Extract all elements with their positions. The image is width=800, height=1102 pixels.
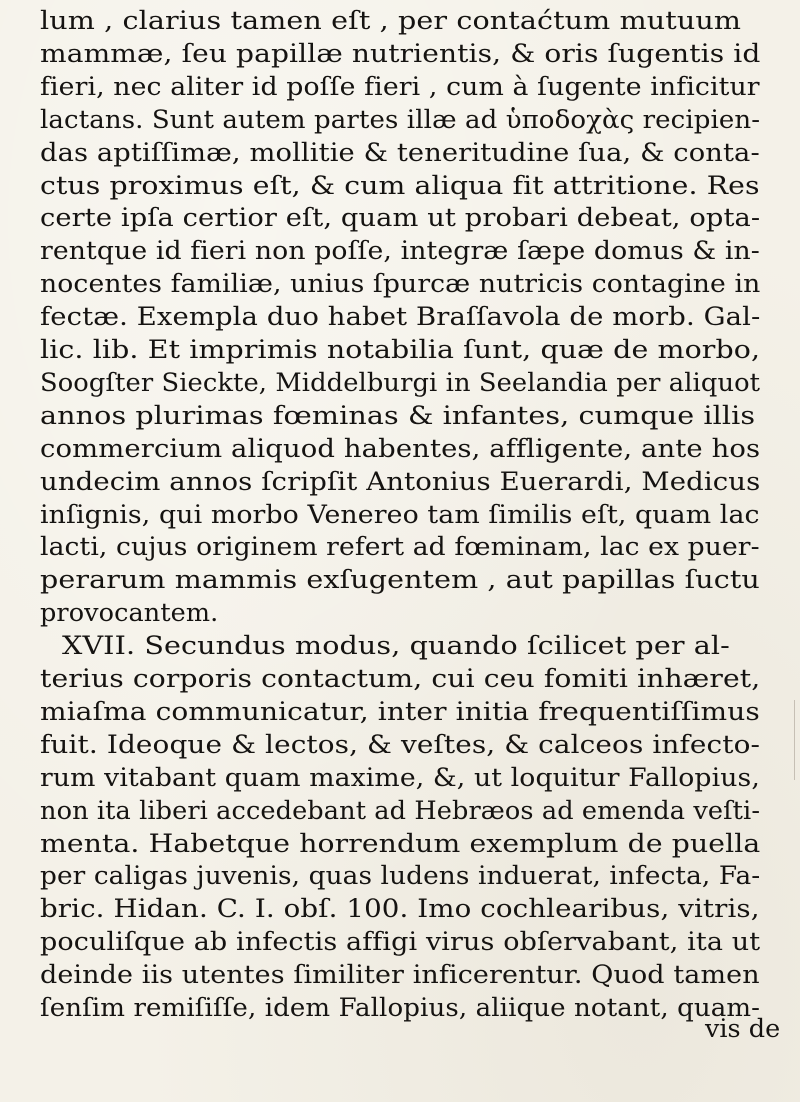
text-line: menta. Habetque horrendum exemplum de puella	[40, 828, 761, 859]
text-line: bric. Hidan. C. I. obſ. 100. Imo cochlearibus, vitris,	[40, 894, 760, 925]
text-line: commercium aliquod habentes, affligente, ante hos	[40, 433, 761, 464]
text-line: XVII. Secundus modus, quando ſcilicet per al-	[62, 631, 730, 662]
text-line: fuit. Ideoque & lectos, & veſtes, & calceos infecto-	[40, 729, 761, 760]
text-line: ſenſim remiſiſſe, idem Fallopius, aliique notant, quam-	[40, 993, 761, 1023]
catchword: vis de	[705, 1014, 781, 1044]
text-line: mammæ, ſeu papillæ nutrientis, & oris ſugentis id	[40, 38, 761, 69]
text-line: undecim annos ſcripſit Antonius Euerardi, Medicus	[40, 466, 761, 497]
text-line: provocantem.	[40, 598, 219, 629]
text-line: poculiſque ab infectis affigi virus obſervabant, ita ut	[40, 927, 761, 958]
text-line: lic. lib. Et imprimis notabilia ſunt, quæ de morbo,	[40, 335, 761, 365]
text-line: fectæ. Exempla duo habet Braſſavola de morb. Gal-	[40, 302, 761, 333]
text-line: deinde iis utentes ſimiliter inficerentur. Quod tamen	[40, 960, 760, 991]
text-line: nocentes familiæ, unius ſpurcæ nutricis contagine in	[40, 269, 761, 300]
text-line: annos plurimas fœminas & infantes, cumque illis	[40, 400, 756, 431]
text-line: miaſma communicatur, inter initia frequentiſſimus	[40, 696, 760, 727]
text-line: certe ipſa certior eſt, quam ut probari debeat, opta-	[40, 203, 761, 234]
text-line: inſignis, qui morbo Venereo tam ſimilis eſt, quam lac	[40, 499, 760, 530]
text-line: lum , clarius tamen eſt , per contaćtum mutuum	[40, 6, 742, 36]
text-line: non ita liberi accedebant ad Hebræos ad emenda veſti-	[40, 795, 761, 826]
text-line: Soogſter Sieckte, Middelburgi in Seelandia per aliquot	[40, 367, 761, 398]
text-line: lacti, cujus originem refert ad fœminam, lac ex puer-	[40, 532, 760, 563]
text-line: ctus proximus eſt, & cum aliqua fit attritione. Res	[40, 170, 760, 201]
text-line: fieri, nec aliter id poſſe fieri , cum à ſugente inficitur	[40, 71, 760, 102]
text-line: das aptiſſimæ, mollitie & teneritudine ſua, & conta-	[40, 137, 760, 168]
text-line: terius corporis contactum, cui ceu fomiti inhæret,	[40, 664, 761, 694]
right-margin-mark	[794, 700, 795, 780]
text-line: lactans. Sunt autem partes illæ ad ὑποδοχὰς recipien-	[40, 104, 761, 135]
text-line: perarum mammis exſugentem , aut papillas ſuctu	[40, 565, 760, 596]
text-line: rentque id fieri non poſſe, integræ ſæpe domus & in-	[40, 236, 760, 267]
text-line: rum vitabant quam maxime, &, ut loquitur Fallopius,	[40, 762, 760, 793]
text-line: per caligas juvenis, quas ludens induerat, infecta, Fa-	[40, 861, 761, 892]
